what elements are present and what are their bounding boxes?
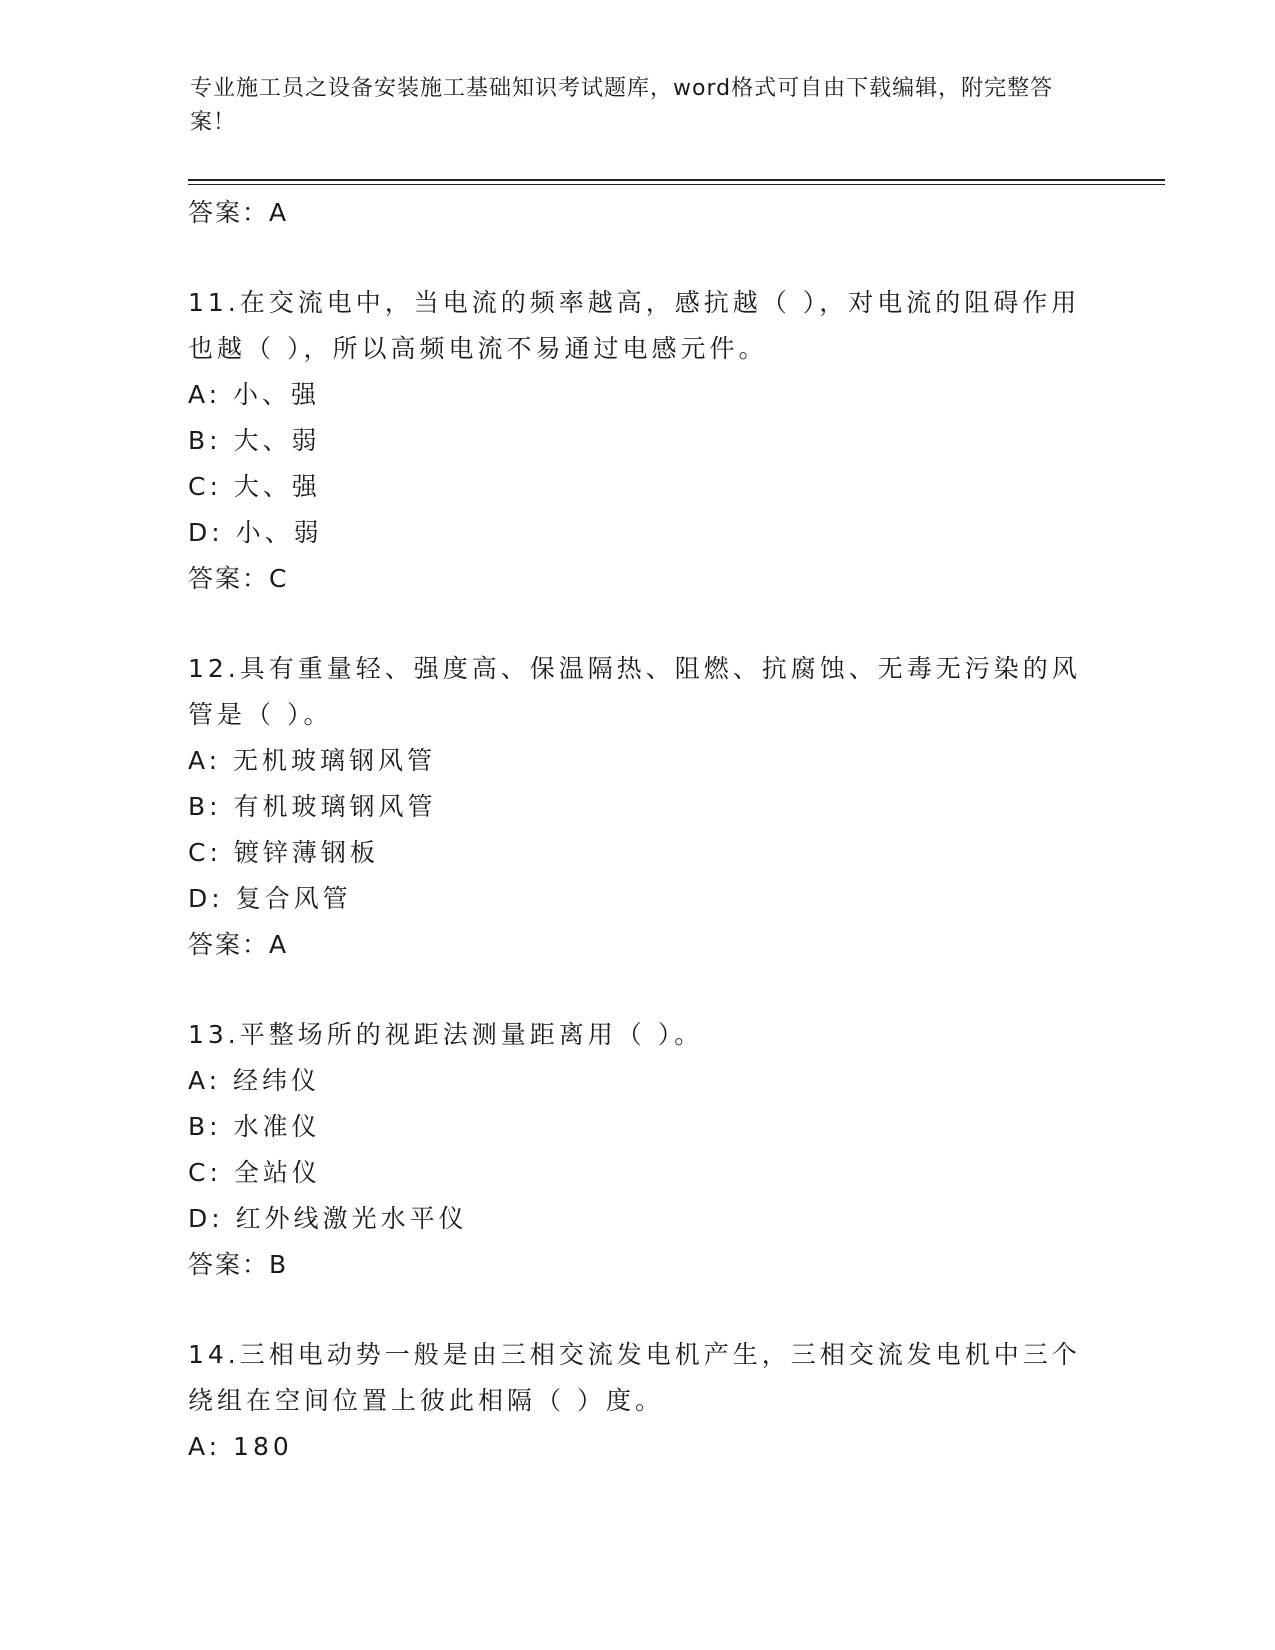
header-divider (188, 179, 1165, 181)
question-14 (188, 1332, 1088, 1470)
answer-line: 答案：B (188, 1250, 289, 1279)
question-list (188, 190, 1088, 1470)
question-stem: 11.在交流电中，当电流的频率越高，感抗越（ ），对电流的阻碍作用也越（ ），所以高频电流不易通过电感元件。 (188, 288, 1081, 363)
question-stem: 13.平整场所的视距法测量距离用（ ）。 (188, 1020, 704, 1049)
question-13 (188, 1012, 1088, 1288)
option-c: C: 大、强 (188, 472, 321, 501)
question-stem: 14.三相电动势一般是由三相交流发电机产生，三相交流发电机中三个绕组在空间位置上彼此相隔（ ）度。 (188, 1340, 1081, 1415)
option-c: C: 镀锌薄钢板 (188, 838, 379, 867)
option-a: A: 经纬仪 (188, 1066, 321, 1095)
option-b: B: 大、弱 (188, 426, 321, 455)
option-a: A: 小、强 (188, 380, 321, 409)
option-b: B: 水准仪 (188, 1112, 321, 1141)
option-d: D: 复合风管 (188, 884, 352, 913)
option-b: B: 有机玻璃钢风管 (188, 792, 437, 821)
question-12 (188, 646, 1088, 968)
option-a: A: 180 (188, 1432, 293, 1461)
option-d: D: 小、弱 (188, 518, 323, 547)
option-d: D: 红外线激光水平仪 (188, 1204, 468, 1233)
question-stem: 12.具有重量轻、强度高、保温隔热、阻燃、抗腐蚀、无毒无污染的风管是（ ）。 (188, 654, 1081, 729)
option-c: C: 全站仪 (188, 1158, 321, 1187)
answer-line: 答案：A (188, 198, 289, 227)
answer-line: 答案：C (188, 564, 289, 593)
question-11 (188, 280, 1088, 602)
answer-line: 答案：A (188, 930, 289, 959)
header-divider-thin (188, 184, 1165, 185)
document-header: 专业施工员之设备安装施工基础知识考试题库，word格式可自由下载编辑，附完整答案！ (190, 76, 1054, 135)
option-a: A: 无机玻璃钢风管 (188, 746, 437, 775)
